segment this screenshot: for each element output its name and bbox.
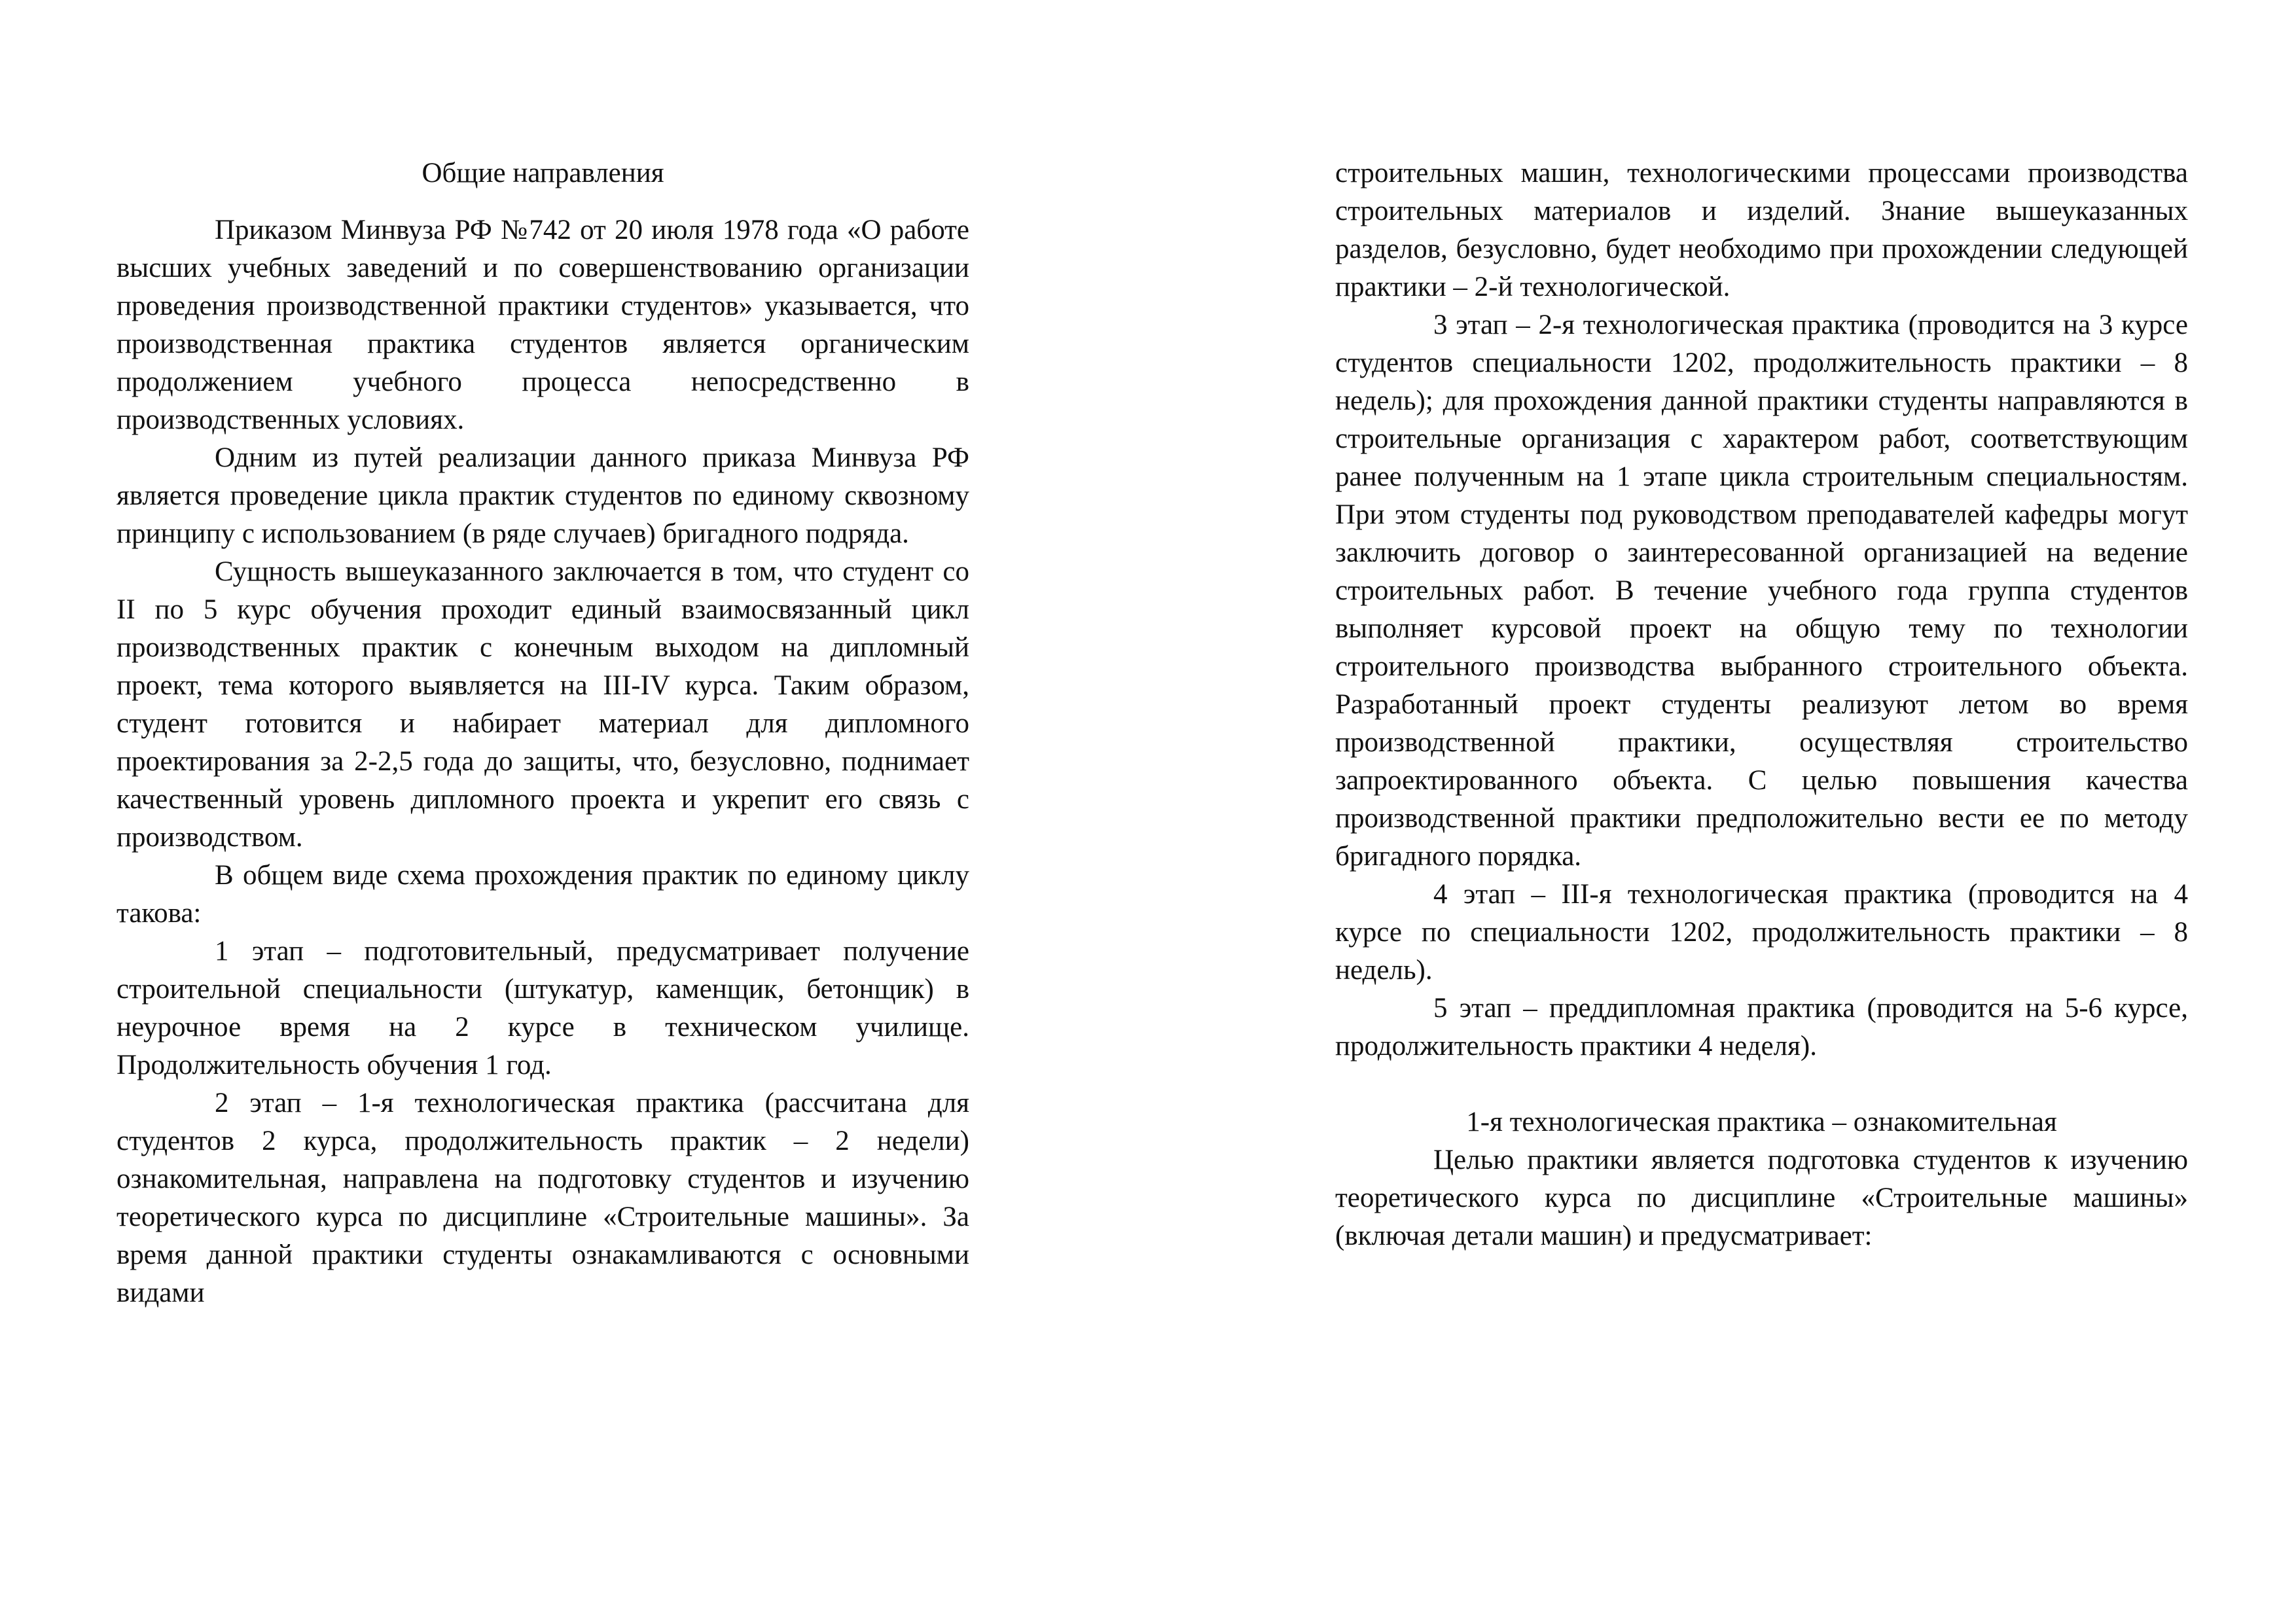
spacer: [1335, 1065, 2188, 1103]
paragraph: 3 этап – 2-я технологическая практика (проводится на 3 курсе студентов специальности 1202, продолжительность практики – 8 недель); для прохождения данной практики студенты направляются в строительные организация с характером работ, соответствующим ранее полученным на 1 этапе цикла строительным специальностям. При этом студенты под руководством преподавателей кафедры могут заключить договор о заинтересованной организацией на ведение строительных работ. В течение учебного года группа студентов выполняет курсовой проект на общую тему по технологии строительного производства выбранного строительного объекта. Разработанный проект студенты реализуют летом во время производственной практики, осуществляя строительство запроектированного объекта. С целью повышения качества производственной практики предположительно вести ее по методу бригадного порядка.: [1335, 310, 2188, 872]
paragraph: Приказом Минвуза РФ №742 от 20 июля 1978 года «О работе высших учебных заведений и по совершенствованию организации проведения производственной практики студентов» указывается, что производственная практика студентов является органическим продолжением учебного процесса непосредственно в производственных условиях.: [117, 215, 969, 435]
paragraph: В общем виде схема прохождения практик по единому циклу такова:: [117, 860, 969, 929]
paragraph: 2 этап – 1-я технологическая практика (рассчитана для студентов 2 курса, продолжительность практик – 2 недели) ознакомительная, направлена на подготовку студентов и изучению теоретического курса по дисциплине «Строительные машины». За время данной практики студенты ознакамливаются с основными видами: [117, 1088, 969, 1308]
page-title: Общие направления: [422, 158, 664, 188]
paragraph: Целью практики является подготовка студентов к изучению теоретического курса по дисциплине «Строительные машины» (включая детали машин) и предусматривает:: [1335, 1145, 2188, 1251]
paragraph: 5 этап – преддипломная практика (проводится на 5-6 курсе, продолжительность практики 4 неделя).: [1335, 993, 2188, 1061]
paragraph-continuation: строительных машин, технологическими процессами производства строительных материалов и изделий. Знание вышеуказанных разделов, безусловно, будет необходимо при прохождении следующей практики – 2-й технологической.: [1335, 158, 2188, 302]
left-column: [117, 154, 969, 1312]
section-title: 1-я технологическая практика – ознакомительная: [1466, 1107, 2057, 1137]
paragraph: Одним из путей реализации данного приказа Минвуза РФ является проведение цикла практик студентов по единому сквозному принципу с использованием (в ряде случаев) бригадного подряда.: [117, 442, 969, 549]
paragraph: 1 этап – подготовительный, предусматривает получение строительной специальности (штукатур, каменщик, бетонщик) в неурочное время на 2 курсе в техническом училище. Продолжительность обучения 1 год.: [117, 936, 969, 1080]
right-column: [1335, 154, 2188, 1255]
paragraph: 4 этап – III-я технологическая практика (проводится на 4 курсе по специальности 1202, продолжительность практики – 8 недель).: [1335, 879, 2188, 986]
paragraph: Сущность вышеуказанного заключается в том, что студент со II по 5 курс обучения проходит единый взаимосвязанный цикл производственных практик с конечным выходом на дипломный проект, тема которого выявляется на III-IV курса. Таким образом, студент готовится и набирает материал для дипломного проектирования за 2-2,5 года до защиты, что, безусловно, поднимает качественный уровень дипломного проекта и укрепит его связь с производством.: [117, 556, 969, 853]
